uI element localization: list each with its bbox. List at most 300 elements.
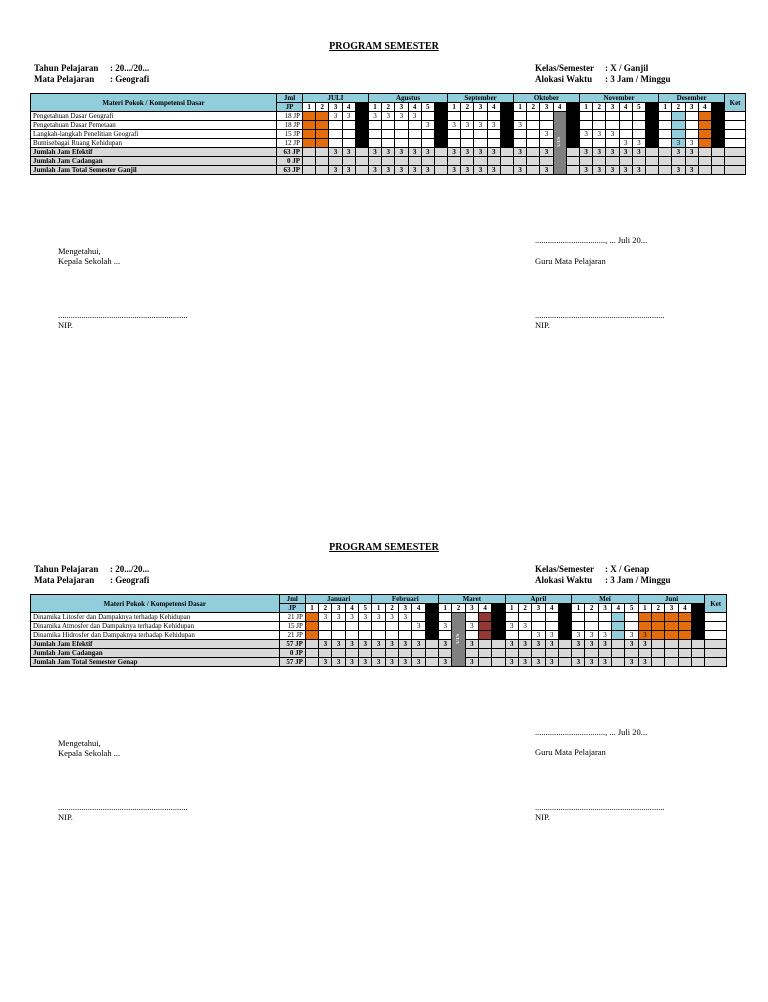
week-cell (619, 112, 632, 121)
week-cell: 3 (461, 166, 474, 175)
week-cell (593, 112, 606, 121)
week-header: 4 (342, 103, 355, 112)
week-cell: 3 (382, 166, 395, 175)
materi-cell: Dinamika Atmosfer dan Dampaknya terhadap Kehidupan (31, 622, 280, 631)
week-cell (316, 166, 329, 175)
week-header: 5 (421, 103, 434, 112)
week-cell (303, 148, 316, 157)
week-cell: 3 (395, 112, 408, 121)
week-cell: 3 (385, 658, 398, 667)
jp-cell: 15 JP (279, 622, 305, 631)
materi-header: Materi Pokok / Kompetensi Dasar (31, 595, 280, 613)
week-cell (461, 139, 474, 148)
ket-header: Ket (705, 595, 727, 613)
signature-line-left: ............................................................. NIP. (58, 310, 188, 330)
week-cell: 3 (395, 166, 408, 175)
week-cell: 3 (368, 166, 381, 175)
week-cell (514, 157, 527, 166)
week-cell (305, 640, 318, 649)
week-cell (329, 139, 342, 148)
week-separator (645, 103, 658, 112)
week-cell (439, 631, 452, 640)
week-separator (711, 157, 724, 166)
week-cell (316, 121, 329, 130)
week-cell (329, 121, 342, 130)
week-separator (434, 130, 447, 139)
week-separator (500, 130, 513, 139)
week-cell (303, 130, 316, 139)
week-header: 3 (465, 604, 478, 613)
week-separator (692, 658, 705, 667)
table-row (31, 148, 746, 157)
ket-cell (725, 112, 746, 121)
week-cell (572, 649, 585, 658)
week-separator (355, 121, 368, 130)
week-separator (566, 121, 579, 130)
jp-cell: 12 JP (277, 139, 303, 148)
week-cell: 3 (329, 166, 342, 175)
week-cell (395, 121, 408, 130)
week-cell (399, 649, 412, 658)
jp-cell: 63 JP (277, 166, 303, 175)
week-cell: 3 (382, 148, 395, 157)
week-separator (711, 103, 724, 112)
week-cell (638, 622, 651, 631)
week-cell: 3 (399, 613, 412, 622)
week-cell (532, 622, 545, 631)
month-header: Oktober (514, 94, 580, 103)
week-cell (342, 130, 355, 139)
week-separator (492, 604, 505, 613)
week-separator (425, 640, 438, 649)
week-cell (382, 157, 395, 166)
info-left: Tahun Pelajaran : 20.../20... Mata Pelajaran : Geografi (34, 564, 150, 585)
week-cell: 3 (319, 658, 332, 667)
week-header: 4 (345, 604, 358, 613)
week-cell: 3 (372, 658, 385, 667)
ket-cell (705, 631, 727, 640)
week-cell (395, 139, 408, 148)
week-cell (342, 157, 355, 166)
week-cell (652, 613, 665, 622)
week-cell (612, 649, 625, 658)
week-cell: 3 (625, 658, 638, 667)
week-cell (465, 613, 478, 622)
mengetahui-label: Mengetahui, Kepala Sekolah ... (58, 738, 121, 758)
guru-label: Guru Mata Pelajaran (535, 256, 606, 266)
week-cell: 3 (532, 658, 545, 667)
week-separator (558, 658, 571, 667)
week-cell (672, 130, 685, 139)
week-separator (492, 613, 505, 622)
uts-cell (452, 613, 465, 667)
week-cell: 3 (540, 130, 553, 139)
week-cell (385, 622, 398, 631)
week-separator (645, 130, 658, 139)
week-cell (518, 631, 531, 640)
week-cell (545, 622, 558, 631)
week-cell: 3 (385, 640, 398, 649)
program-semester-table (30, 93, 746, 175)
week-cell (395, 130, 408, 139)
week-header: 2 (527, 103, 540, 112)
week-cell: 3 (545, 631, 558, 640)
week-separator (645, 112, 658, 121)
week-cell (672, 157, 685, 166)
ket-cell (705, 613, 727, 622)
week-cell (606, 157, 619, 166)
week-separator (500, 139, 513, 148)
week-cell (345, 622, 358, 631)
info-right: Kelas/Semester : X / Ganjil Alokasi Waktu : 3 Jam / Minggu (535, 63, 671, 84)
week-cell: 3 (319, 613, 332, 622)
week-cell (606, 139, 619, 148)
week-cell: 3 (593, 166, 606, 175)
week-cell (474, 139, 487, 148)
week-cell (632, 121, 645, 130)
week-cell (527, 121, 540, 130)
week-cell: 3 (372, 640, 385, 649)
jp-cell: 21 JP (279, 613, 305, 622)
week-cell (678, 622, 691, 631)
week-cell (652, 640, 665, 649)
week-cell (439, 613, 452, 622)
week-cell: 3 (359, 613, 372, 622)
jp-cell: 21 JP (279, 631, 305, 640)
week-cell: 3 (593, 130, 606, 139)
week-separator (425, 631, 438, 640)
week-cell (579, 157, 592, 166)
week-header: 4 (408, 103, 421, 112)
week-cell (698, 121, 711, 130)
week-header: 4 (698, 103, 711, 112)
jp-cell: 0 JP (279, 649, 305, 658)
week-cell: 3 (421, 148, 434, 157)
week-cell (345, 649, 358, 658)
week-separator (355, 112, 368, 121)
week-cell: 3 (465, 622, 478, 631)
week-cell (478, 631, 491, 640)
week-cell (305, 631, 318, 640)
week-cell: 3 (545, 658, 558, 667)
week-cell (598, 649, 611, 658)
week-header: 2 (452, 604, 465, 613)
week-cell (368, 121, 381, 130)
signature-line-right: ............................................................. NIP. (535, 310, 665, 330)
week-separator (425, 604, 438, 613)
week-cell: 3 (399, 640, 412, 649)
week-cell (474, 130, 487, 139)
week-cell (359, 649, 372, 658)
week-cell: 3 (345, 640, 358, 649)
week-header: 3 (685, 103, 698, 112)
week-separator (492, 640, 505, 649)
week-cell (632, 130, 645, 139)
materi-header: Materi Pokok / Kompetensi Dasar (31, 94, 277, 112)
week-cell (319, 631, 332, 640)
ket-cell (725, 139, 746, 148)
week-cell (465, 631, 478, 640)
week-cell (685, 130, 698, 139)
week-cell (408, 121, 421, 130)
week-cell: 3 (342, 166, 355, 175)
week-cell (316, 148, 329, 157)
materi-cell: Bumisebagai Ruang Kehidupan (31, 139, 277, 148)
week-cell (665, 658, 678, 667)
week-cell (659, 148, 672, 157)
week-cell (698, 112, 711, 121)
materi-cell: Dinamika Hidrosfer dan Dampaknya terhadap Kehidupan (31, 631, 280, 640)
week-header: 3 (532, 604, 545, 613)
week-cell: 3 (385, 613, 398, 622)
week-cell (698, 166, 711, 175)
week-cell (412, 631, 425, 640)
week-cell (461, 112, 474, 121)
week-cell (540, 121, 553, 130)
week-cell (514, 112, 527, 121)
week-cell (421, 139, 434, 148)
table-row (31, 121, 746, 130)
week-separator (711, 130, 724, 139)
week-cell (612, 658, 625, 667)
page-title: PROGRAM SEMESTER (329, 542, 439, 553)
week-cell: 3 (487, 121, 500, 130)
week-separator (355, 139, 368, 148)
week-separator (500, 112, 513, 121)
week-cell (332, 631, 345, 640)
week-cell: 3 (572, 640, 585, 649)
week-cell (421, 130, 434, 139)
week-cell: 3 (439, 658, 452, 667)
week-cell: 3 (345, 613, 358, 622)
week-cell (399, 631, 412, 640)
week-header: 1 (572, 604, 585, 613)
week-cell (505, 631, 518, 640)
week-cell (316, 112, 329, 121)
week-cell: 3 (625, 640, 638, 649)
week-cell (505, 613, 518, 622)
week-header: 1 (368, 103, 381, 112)
week-header: 4 (487, 103, 500, 112)
week-cell (572, 613, 585, 622)
week-separator (645, 121, 658, 130)
week-cell: 3 (514, 148, 527, 157)
week-separator (566, 103, 579, 112)
week-header: 4 (545, 604, 558, 613)
week-separator (566, 157, 579, 166)
uts-label: UTS (556, 137, 562, 147)
week-cell: 3 (319, 640, 332, 649)
week-cell: 3 (518, 622, 531, 631)
week-cell: 3 (372, 613, 385, 622)
week-header: 2 (593, 103, 606, 112)
week-cell (652, 649, 665, 658)
week-cell (412, 613, 425, 622)
week-cell (665, 640, 678, 649)
week-separator (425, 658, 438, 667)
week-separator (566, 148, 579, 157)
week-header: 1 (305, 604, 318, 613)
week-separator (355, 166, 368, 175)
week-cell (598, 622, 611, 631)
week-cell (518, 649, 531, 658)
jml-header: Jml (277, 94, 303, 103)
week-cell: 3 (685, 139, 698, 148)
week-cell (698, 130, 711, 139)
week-cell (448, 139, 461, 148)
week-cell: 3 (505, 622, 518, 631)
week-cell: 3 (345, 658, 358, 667)
week-separator (500, 157, 513, 166)
uts-cell (553, 112, 566, 175)
week-cell (345, 631, 358, 640)
week-cell (329, 157, 342, 166)
page-title: PROGRAM SEMESTER (329, 41, 439, 52)
week-header: 1 (514, 103, 527, 112)
week-separator (434, 148, 447, 157)
week-header: 1 (505, 604, 518, 613)
week-cell: 3 (598, 631, 611, 640)
ket-cell (725, 121, 746, 130)
week-cell (652, 658, 665, 667)
week-header: 1 (638, 604, 651, 613)
week-cell (399, 622, 412, 631)
week-cell: 3 (606, 130, 619, 139)
week-separator (355, 103, 368, 112)
week-cell: 3 (606, 148, 619, 157)
week-cell (305, 613, 318, 622)
materi-cell: Jumlah Jam Efektif (31, 640, 280, 649)
week-separator (434, 166, 447, 175)
week-separator (692, 622, 705, 631)
week-cell (593, 121, 606, 130)
week-cell (545, 613, 558, 622)
month-header: Agustus (368, 94, 447, 103)
ket-cell (705, 622, 727, 631)
week-cell (685, 157, 698, 166)
week-cell: 3 (395, 148, 408, 157)
week-cell: 3 (579, 166, 592, 175)
week-cell: 3 (465, 640, 478, 649)
week-cell (478, 649, 491, 658)
jp-header: JP (279, 604, 305, 613)
week-cell (532, 613, 545, 622)
week-cell (659, 112, 672, 121)
week-cell: 3 (638, 640, 651, 649)
week-cell (527, 112, 540, 121)
month-header: April (505, 595, 572, 604)
week-cell (672, 112, 685, 121)
ket-cell (705, 640, 727, 649)
week-separator (692, 631, 705, 640)
week-cell (678, 658, 691, 667)
week-header: 1 (372, 604, 385, 613)
week-cell (593, 157, 606, 166)
month-header: November (579, 94, 658, 103)
week-cell (505, 649, 518, 658)
week-cell: 3 (532, 631, 545, 640)
week-header: 4 (619, 103, 632, 112)
week-separator (355, 148, 368, 157)
week-header: 1 (303, 103, 316, 112)
week-cell: 3 (505, 640, 518, 649)
signature-date: ................................., ... Juli 20... (535, 727, 648, 737)
program-semester-table (30, 594, 727, 667)
week-cell (461, 130, 474, 139)
week-cell: 3 (448, 166, 461, 175)
week-cell: 3 (598, 640, 611, 649)
signature-date: ................................., ... Juli 20... (535, 235, 648, 245)
info-left: Tahun Pelajaran : 20.../20... Mata Pelajaran : Geografi (34, 63, 150, 84)
week-cell (698, 148, 711, 157)
week-cell: 3 (672, 148, 685, 157)
week-separator (434, 112, 447, 121)
table-row (31, 613, 727, 622)
week-cell (359, 631, 372, 640)
week-cell (305, 649, 318, 658)
materi-cell: Jumlah Jam Total Semester Ganjil (31, 166, 277, 175)
week-cell (527, 139, 540, 148)
month-header: Januari (305, 595, 372, 604)
week-cell (514, 130, 527, 139)
table-row (31, 166, 746, 175)
week-cell (612, 640, 625, 649)
signature-line-left: ............................................................. NIP. (58, 802, 188, 822)
week-cell (305, 622, 318, 631)
ket-cell (725, 166, 746, 175)
week-cell (408, 139, 421, 148)
week-cell: 3 (514, 166, 527, 175)
week-cell (316, 130, 329, 139)
week-cell (372, 622, 385, 631)
week-cell (303, 166, 316, 175)
week-separator (558, 613, 571, 622)
week-cell (652, 631, 665, 640)
week-cell (665, 649, 678, 658)
ket-cell (725, 130, 746, 139)
week-cell (487, 130, 500, 139)
week-cell (527, 148, 540, 157)
table-row (31, 112, 746, 121)
week-cell (412, 649, 425, 658)
week-cell (527, 130, 540, 139)
week-cell: 3 (399, 658, 412, 667)
week-cell (585, 649, 598, 658)
week-cell: 3 (593, 148, 606, 157)
week-header: 2 (652, 604, 665, 613)
week-cell (545, 649, 558, 658)
week-cell (487, 157, 500, 166)
table-row (31, 157, 746, 166)
week-header: 3 (332, 604, 345, 613)
week-cell (448, 112, 461, 121)
week-header: 1 (439, 604, 452, 613)
uts-label: UTS (455, 633, 461, 644)
week-cell: 3 (585, 658, 598, 667)
jp-header: JP (277, 103, 303, 112)
table-row (31, 139, 746, 148)
week-cell: 3 (421, 121, 434, 130)
week-cell (448, 157, 461, 166)
week-cell: 3 (505, 658, 518, 667)
week-cell (619, 130, 632, 139)
week-cell: 3 (619, 148, 632, 157)
week-cell (585, 613, 598, 622)
week-cell: 3 (332, 613, 345, 622)
week-header: 5 (625, 604, 638, 613)
week-cell (625, 622, 638, 631)
week-cell: 3 (632, 148, 645, 157)
